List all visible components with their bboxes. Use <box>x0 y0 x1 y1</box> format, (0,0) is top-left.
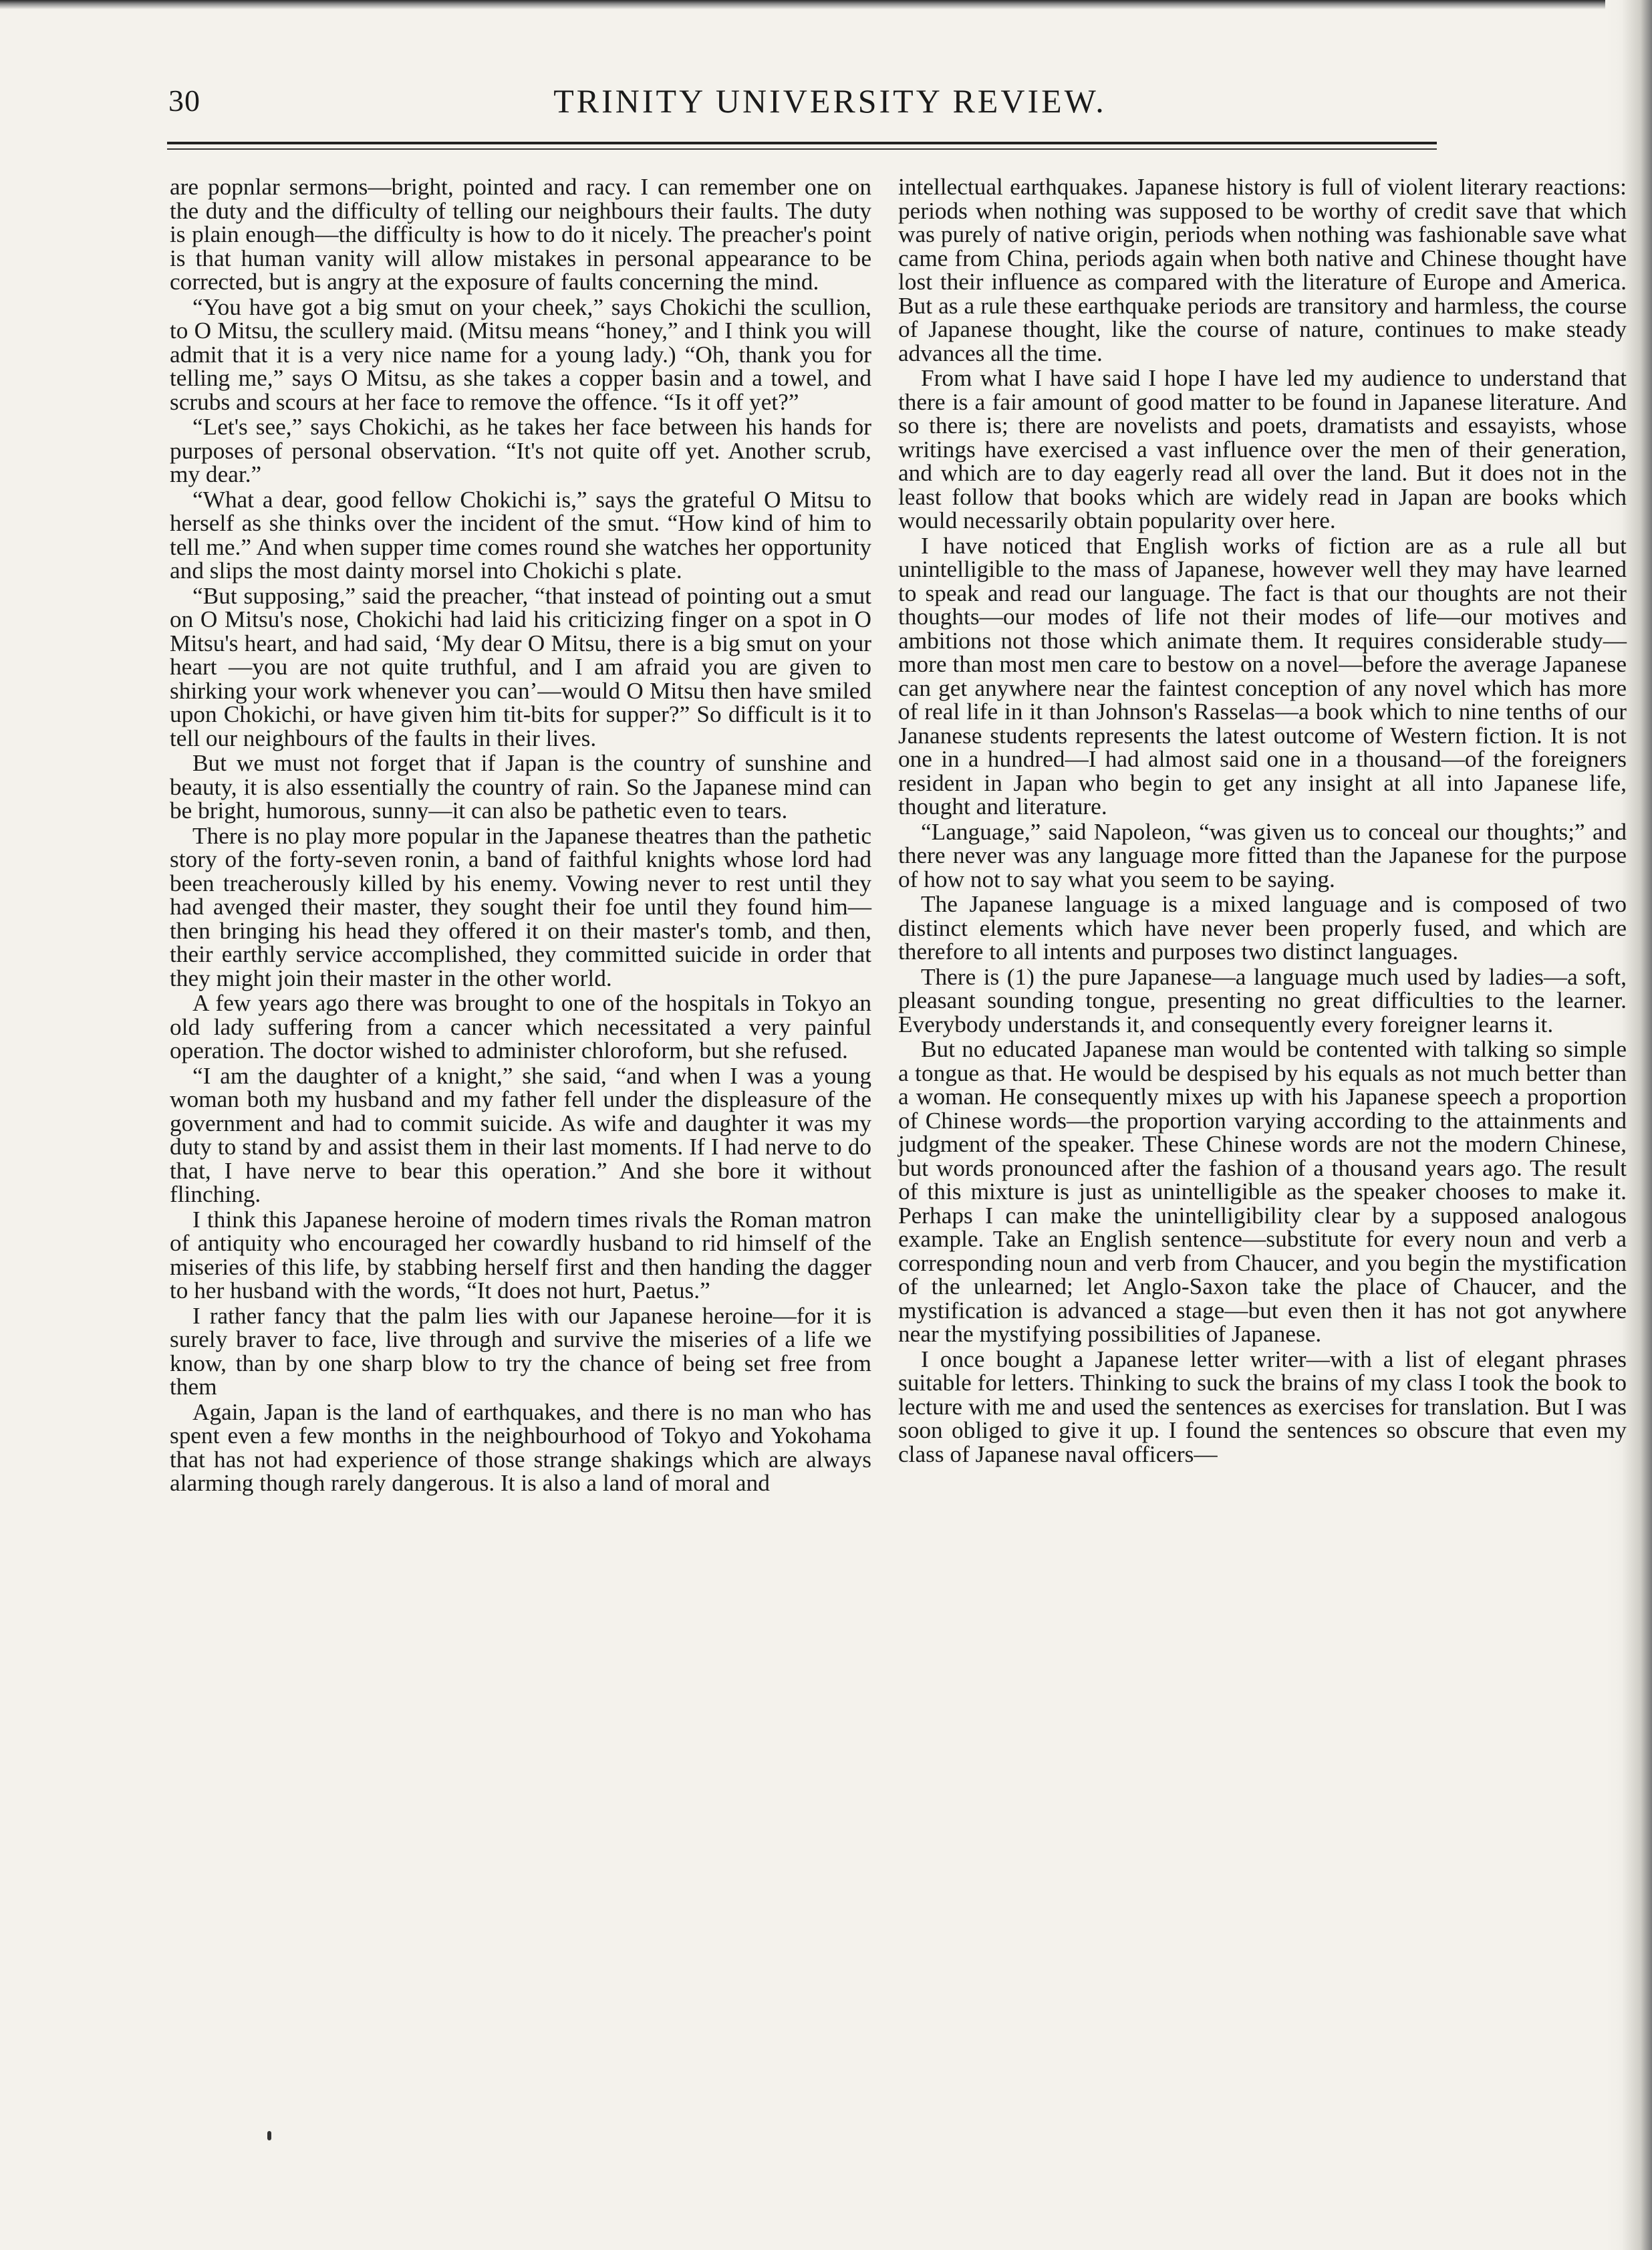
paragraph: But we must not forget that if Japan is the country of sunshine and beauty, it is also essentially the country of rain. So the Japanese mind can be bright, humorous, sunny—it can also be pathetic even to tears. <box>170 750 871 824</box>
left-column <box>170 175 871 1497</box>
page-number: 30 <box>168 84 200 118</box>
ink-fleck <box>267 2131 271 2140</box>
paragraph: There is no play more popular in the Japanese theatres than the pathetic story of the forty-seven ronin, a band of faithful knights whose lord had been treacherously killed by his enemy. Vowing never to rest until they had avenged their master, they sought their foe until they found him—then bringing his head they offered it on their master's tomb, and then, their earthly service accomplished, they committed suicide in order that they might join their master in the other world. <box>170 822 871 991</box>
page-header <box>155 79 1425 132</box>
paragraph: From what I have said I hope I have led my audience to understand that there is a fair amount of good matter to be found in Japanese literature. And so there is; there are novelists and poets, dramatists and essayists, whose writings have exercised a vast influence over the men of their generation, and which are to day eagerly read all over the land. But it does not in the least follow that books which are widely read in Japan are books which would necessarily obtain popularity over here. <box>898 365 1627 533</box>
paragraph: “You have got a big smut on your cheek,” says Chokichi the scullion, to O Mitsu, the scullery maid. (Mitsu means “honey,” and I think you will admit that it is a very nice name for a young lady.) “Oh, thank you for telling me,” says O Mitsu, as she takes a copper basin and a towel, and scrubs and scours at her face to remove the offence. “Is it off yet?” <box>170 293 871 415</box>
scan-border-top <box>0 0 1652 9</box>
paragraph: I rather fancy that the palm lies with our Japanese heroine—for it is surely braver to face, live through and survive the miseries of a life we know, than by one sharp blow to try the chance of being set free from them <box>170 1302 871 1400</box>
paragraph: “Language,” said Napoleon, “was given us to conceal our thoughts;” and there never was any language more fitted than the Japanese for the purpose of how not to say what you seem to be saying. <box>898 818 1627 892</box>
journal-title: TRINITY UNIVERSITY REVIEW. <box>553 82 1107 120</box>
header-rule-thin <box>167 148 1437 150</box>
paragraph: A few years ago there was brought to one of the hospitals in Tokyo an old lady suffering from a cancer which necessitated a very painful operation. The doctor wished to administer chloroform, but she refused. <box>170 990 871 1064</box>
paragraph: are popnlar sermons—bright, pointed and racy. I can remember one on the duty and the difficulty of telling our neighbours their faults. The duty is plain enough—the difficulty is how to do it nicely. The preacher's point is that human vanity will allow mistakes in personal appearance to be corrected, but is angry at the exposure of faults concerning the mind. <box>170 174 871 295</box>
paragraph: I think this Japanese heroine of modern times rivals the Roman matron of antiquity who encouraged her cowardly husband to rid himself of the miseries of this life, by stabbing herself first and then handing the dagger to her husband with the words, “It does not hurt, Paetus.” <box>170 1206 871 1303</box>
paragraph: The Japanese language is a mixed language and is composed of two distinct elements which have never been properly fused, and which are therefore to all intents and purposes two distinct languages. <box>898 891 1627 965</box>
paragraph: There is (1) the pure Japanese—a language much used by ladies—a soft, pleasant sounding tongue, presenting no great difficulties to the learner. Everybody understands it, and consequently every foreigner learns it. <box>898 963 1627 1037</box>
paragraph: intellectual earthquakes. Japanese history is full of violent literary reactions: periods when nothing was supposed to be worthy of credit save that which was purely of native origin, periods when nothing was fashionable save what came from China, periods again when both native and Chinese thought have lost their influence as compared with the literature of Europe and America. But as a rule these earthquake periods are transitory and harmless, the course of Japanese thought, like the course of nature, continues to make steady advances all the time. <box>898 174 1627 366</box>
paragraph: But no educated Japanese man would be contented with talking so simple a tongue as that. He would be despised by his equals as not much better than a woman. He consequently mixes up with his Japanese speech a proportion of Chinese words—the proportion varying according to the attainments and judgment of the speaker. These Chinese words are not the modern Chinese, but words pronounced after the fashion of a thousand years ago. The result of this mixture is just as unintelligible as the speaker chooses to make it. Perhaps I can make the unintelligibility clear by a supposed analogous example. Take an English sentence—substitute for every noun and verb a corresponding noun and verb from Chaucer, and you begin the mystification of the unlearned; let Anglo-Saxon take the place of Chaucer, and the mystification is advanced a stage—but even then it has not got anywhere near the mystifying possibilities of Japanese. <box>898 1036 1627 1347</box>
paragraph: I once bought a Japanese letter writer—with a list of elegant phrases suitable for letters. Thinking to suck the brains of my class I took the book to lecture with me and used the sentences as exercises for translation. But I was soon obliged to give it up. I found the sentences so obscure that even my class of Japanese naval officers— <box>898 1346 1627 1467</box>
paragraph: “But supposing,” said the preacher, “that instead of pointing out a smut on O Mitsu's nose, Chokichi had laid his criticizing finger on a spot in O Mitsu's heart, and had said, ‘My dear O Mitsu, there is a big smut on your heart —you are not quite truthful, and I am afraid you are given to shirking your work whenever you can’—would O Mitsu then have smiled upon Chokichi, or have given him tit-bits for supper?” So difficult is it to tell our neighbours of the faults in their lives. <box>170 582 871 751</box>
paragraph: “I am the daughter of a knight,” she said, “and when I was a young woman both my husband and my father fell under the displeasure of the government and had to commit suicide. As wife and daughter it was my duty to stand by and assist them in their last moments. If I had nerve to do that, I have nerve to bear this operation.” And she bore it without flinching. <box>170 1062 871 1207</box>
paragraph: “What a dear, good fellow Chokichi is,” says the grateful O Mitsu to herself as she thinks over the incident of the smut. “How kind of him to tell me.” And when supper time comes round she watches her opportunity and slips the most dainty morsel into Chokichi s plate. <box>170 486 871 584</box>
paragraph: Again, Japan is the land of earthquakes, and there is no man who has spent even a few months in the neighbourhood of Tokyo and Yokohama that has not had experience of those strange shakings which are always alarming though rarely dangerous. It is also a land of moral and <box>170 1398 871 1496</box>
right-column <box>898 175 1627 1467</box>
paragraph: I have noticed that English works of fiction are as a rule all but unintelligible to the mass of Japanese, however well they may have learned to speak and read our language. The fact is that our thoughts are not their thoughts—our modes of life not their modes of life—our motives and ambitions not those which animate them. It requires considerable study—more than most men care to bestow on a novel—before the average Japanese can get anywhere near the faintest conception of any novel which has more of real life in it than Johnson's Rasselas—a book which to nine tenths of our Jananese students represents the latest outcome of Western fiction. It is not one in a hundred—I had almost said one in a thousand—of the foreigners resident in Japan who begin to get any insight at all into Japanese life, thought and literature. <box>898 532 1627 820</box>
header-rule-thick <box>167 142 1437 144</box>
paragraph: “Let's see,” says Chokichi, as he takes her face between his hands for purposes of personal observation. “It's not quite off yet. Another scrub, my dear.” <box>170 414 871 487</box>
